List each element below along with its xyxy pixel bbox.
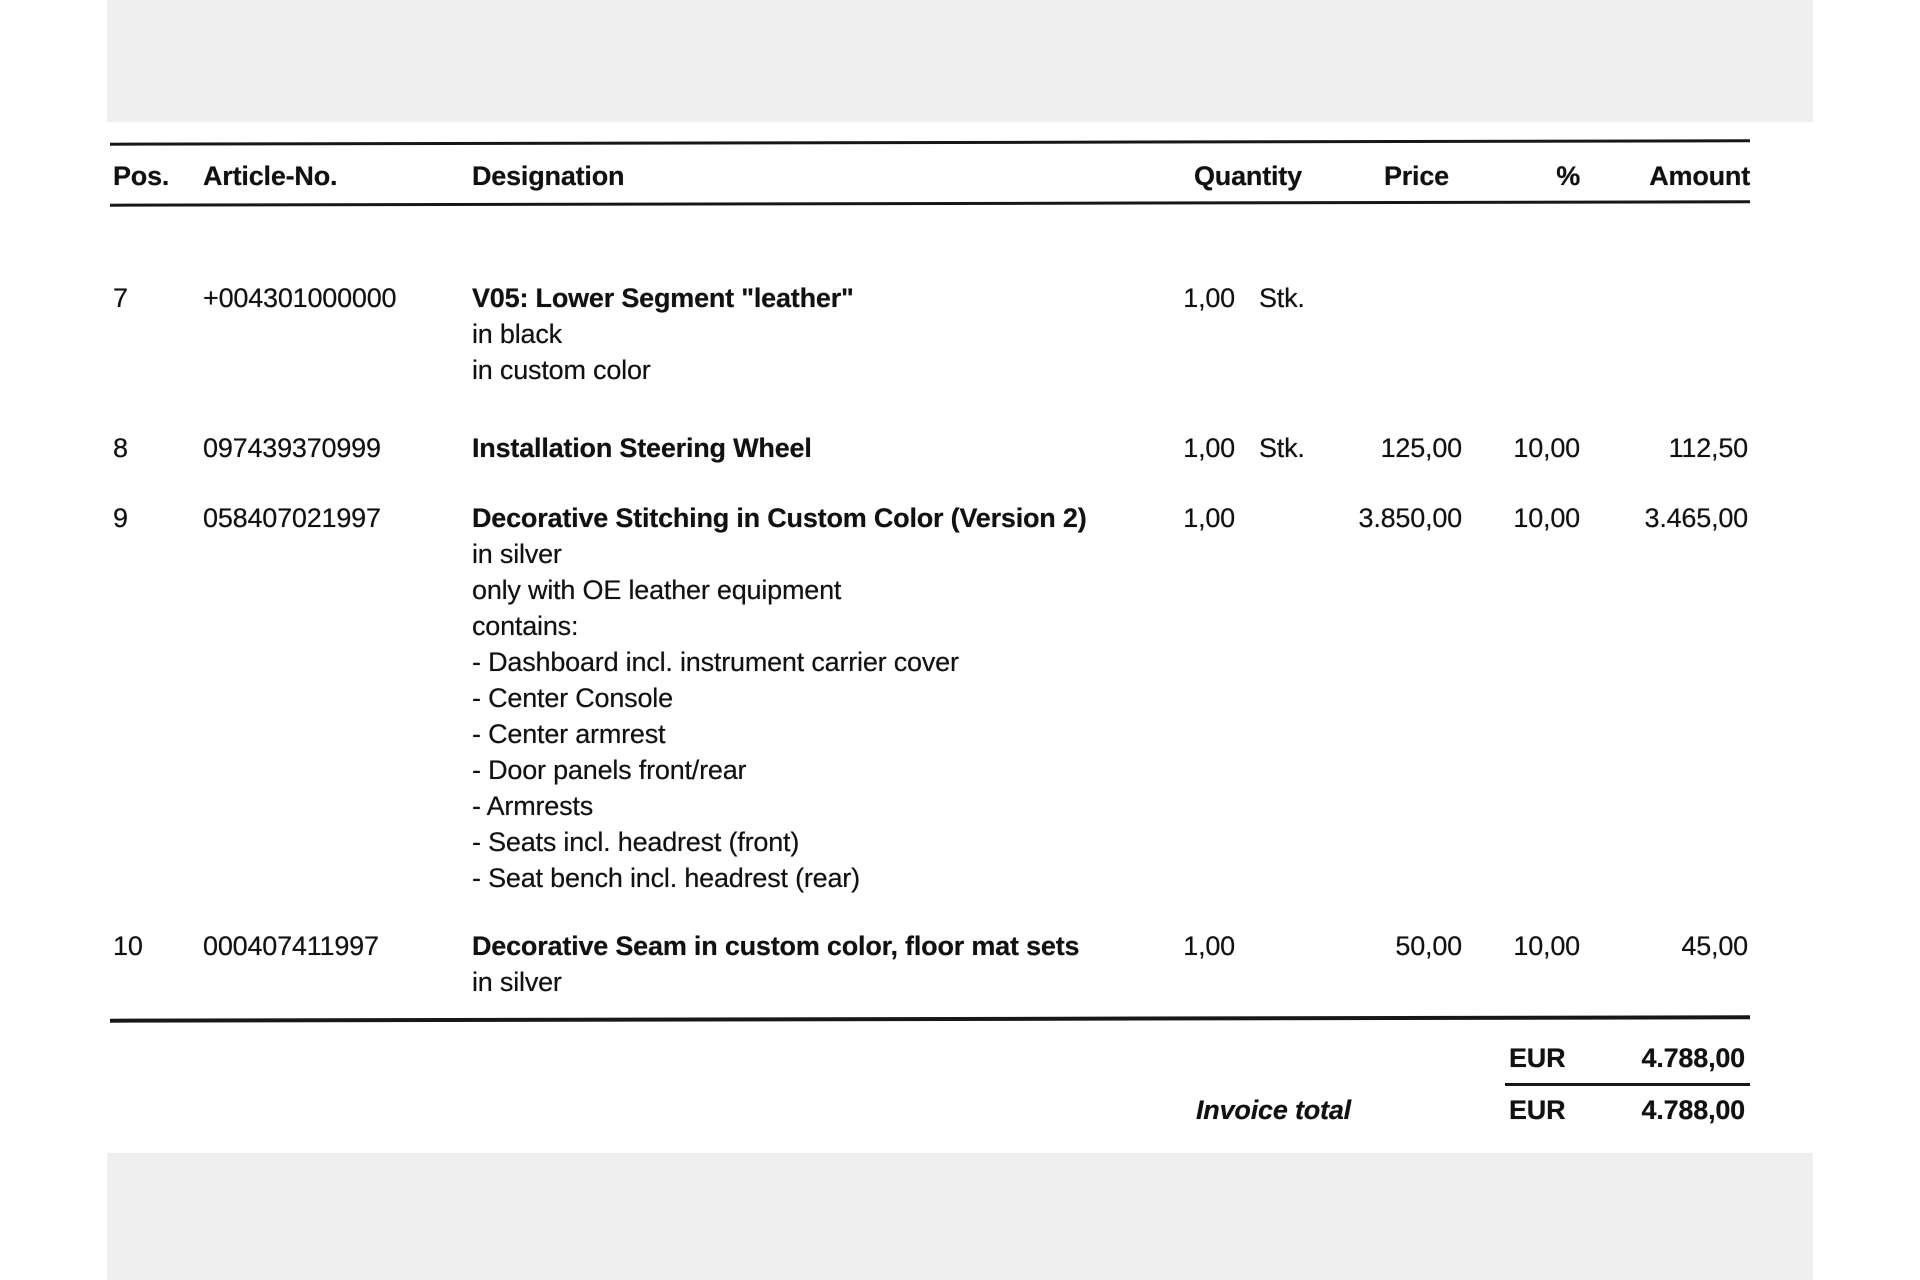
row-unit: Stk. [1259,433,1305,463]
row-percent: 10,00 [1513,433,1580,463]
table-bottom-rule [110,1015,1750,1022]
row-detail-line: in black [472,319,562,349]
invoice-total-row [0,1092,1920,1128]
row-detail-line: - Seats incl. headrest (front) [472,827,800,857]
top-scan-band [107,0,1813,122]
row-designation [472,928,1150,1000]
row-unit [1235,928,1310,1000]
column-header-pos: Pos. [113,161,170,191]
total-amount: 4.788,00 [1641,1095,1745,1125]
row-detail-line: contains: [472,611,579,641]
row-pos: 9 [113,503,128,533]
row-detail-line: - Center armrest [472,719,666,749]
column-header-percent: % [1556,161,1580,191]
row-price: 125,00 [1380,433,1462,463]
column-header-price: Price [1383,161,1449,191]
header-rule-top [110,139,1750,145]
column-header-designation: Designation [472,161,625,191]
row-pos: 8 [113,433,128,463]
table-header [110,158,1750,194]
row-title: Decorative Seam in custom color, floor mat sets [472,931,1080,961]
row-unit [1235,500,1310,896]
row-amount [1580,280,1750,388]
subtotal-amount: 4.788,00 [1641,1043,1745,1073]
column-header-amount: Amount [1649,161,1750,191]
invoice-total-label: Invoice total [1196,1095,1351,1125]
row-percent: 10,00 [1513,503,1580,533]
row-title: Decorative Stitching in Custom Color (Version 2) [472,503,1087,533]
row-detail-line: - Armrests [472,791,594,821]
row-designation [472,430,1150,466]
row-amount: 45,00 [1681,931,1748,961]
row-article-no: +004301000000 [203,283,397,313]
row-title: V05: Lower Segment "leather" [472,283,854,313]
table-row [110,280,1750,388]
row-article-no: 058407021997 [203,503,381,533]
row-detail-line: in silver [472,539,562,569]
row-detail-line: - Center Console [472,683,673,713]
bottom-scan-band [107,1153,1813,1280]
row-amount: 3.465,00 [1644,503,1748,533]
table-row [110,928,1750,1000]
row-pos: 7 [113,283,128,313]
row-price: 50,00 [1395,931,1462,961]
subtotal-row [0,1040,1920,1076]
row-amount: 112,50 [1668,433,1748,463]
row-price [1310,280,1462,388]
row-unit: Stk. [1259,283,1305,313]
column-header-article-no: Article-No. [203,161,338,191]
row-pos: 10 [113,931,143,961]
row-percent: 10,00 [1513,931,1580,961]
subtotal-currency: EUR [1509,1043,1566,1073]
row-quantity: 1,00 [1183,433,1235,463]
row-detail-line: - Dashboard incl. instrument carrier cover [472,647,959,677]
row-quantity: 1,00 [1183,931,1235,961]
row-quantity: 1,00 [1183,503,1235,533]
subtotal-underline [1505,1083,1750,1086]
row-title: Installation Steering Wheel [472,433,812,463]
total-currency: EUR [1509,1095,1566,1125]
row-percent [1462,280,1580,388]
row-article-no: 097439370999 [203,433,381,463]
row-detail-line: - Seat bench incl. headrest (rear) [472,863,860,893]
header-rule-bottom [110,200,1750,206]
row-quantity: 1,00 [1183,283,1235,313]
row-detail-line: in custom color [472,355,651,385]
row-designation [472,500,1150,896]
row-price: 3.850,00 [1358,503,1462,533]
column-header-quantity: Quantity [1194,161,1302,191]
row-detail-line: only with OE leather equipment [472,575,842,605]
table-row [110,430,1750,466]
row-detail-line: in silver [472,967,562,997]
row-article-no: 000407411997 [203,931,379,961]
row-detail-line: - Door panels front/rear [472,755,747,785]
row-designation [472,280,1150,388]
table-row [110,500,1750,896]
